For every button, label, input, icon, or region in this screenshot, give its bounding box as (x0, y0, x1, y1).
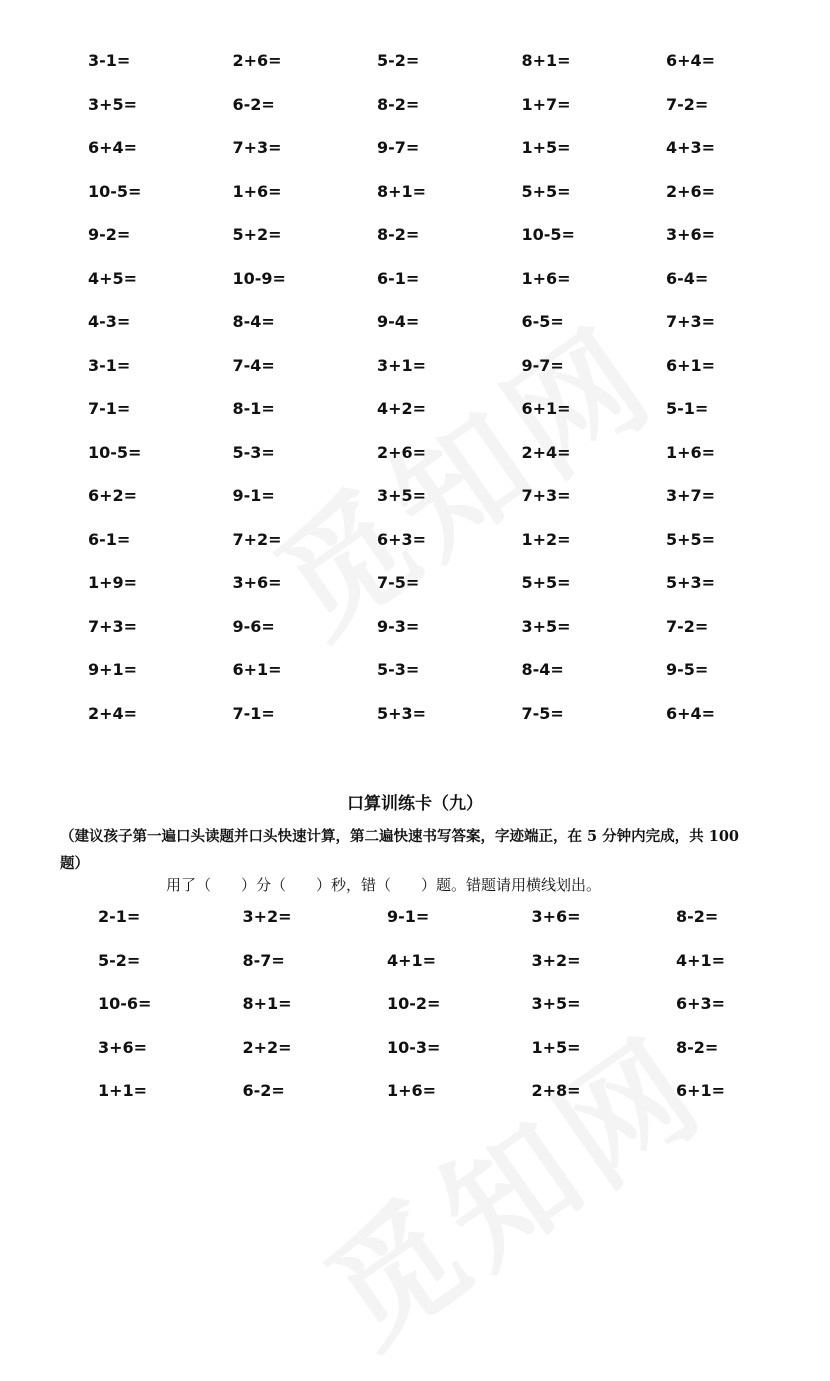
math-problem: 5+3= (666, 573, 716, 592)
math-problem: 6+1= (232, 660, 282, 679)
math-problem: 6-4= (666, 268, 709, 288)
math-problem: 9-3= (377, 616, 420, 636)
math-problem: 8-7= (242, 950, 285, 970)
math-problem: 10-5= (88, 442, 142, 462)
math-problem: 3+6= (531, 907, 581, 926)
math-problem: 5-1= (666, 399, 709, 418)
math-problem: 9-5= (666, 660, 709, 679)
math-problem: 2+4= (521, 442, 571, 462)
math-problem: 10-3= (387, 1037, 441, 1057)
math-problem: 4-3= (88, 312, 131, 331)
math-problem: 6+4= (666, 703, 716, 723)
math-problem: 4+3= (666, 138, 716, 157)
timing-line: 用了（ ）分（ ）秒，错（ ）题。错题请用横线划出。 (166, 876, 602, 894)
math-problem: 9-4= (377, 312, 420, 331)
math-problem: 7+3= (521, 486, 571, 505)
math-problem: 5+3= (377, 703, 427, 723)
math-problem: 7+3= (88, 616, 138, 636)
math-problem: 4+5= (88, 268, 138, 288)
math-problem: 6+2= (88, 486, 138, 505)
math-problem: 8+1= (377, 181, 427, 201)
math-problem: 1+7= (521, 94, 571, 114)
math-problem: 1+9= (88, 573, 138, 592)
math-problem: 7-1= (232, 703, 275, 723)
math-problem: 3+2= (531, 950, 581, 970)
math-problem: 5+5= (521, 573, 571, 592)
math-problem: 7+3= (666, 312, 716, 331)
math-problem: 6-2= (242, 1081, 285, 1100)
math-problem: 5-2= (98, 950, 141, 970)
math-problem: 7-5= (377, 573, 420, 592)
math-problem: 6-5= (521, 312, 564, 331)
math-problem: 8-1= (232, 399, 275, 418)
math-problem: 6+4= (88, 138, 138, 157)
math-problem: 1+2= (521, 529, 571, 549)
math-problem: 2+8= (531, 1081, 581, 1100)
math-problem: 7-2= (666, 616, 709, 636)
math-problem: 6+4= (666, 51, 716, 70)
math-problem: 6+3= (377, 529, 427, 549)
instructions: （建议孩子第一遍口头读题并口头快速计算，第二遍快速书写答案，字迹端正，在 5 分钟内完成，共 100 题） (60, 828, 739, 872)
math-problem: 8-4= (521, 660, 564, 679)
math-problem: 6-1= (88, 529, 131, 549)
math-problem: 3+5= (531, 994, 581, 1013)
math-problem: 9-7= (521, 355, 564, 375)
math-problem: 8-4= (232, 312, 275, 331)
math-problem: 2+6= (377, 442, 427, 462)
math-problem: 4+2= (377, 399, 427, 418)
math-problem: 6+1= (666, 355, 716, 375)
math-problem: 10-5= (88, 181, 142, 201)
math-problem: 1+5= (521, 138, 571, 157)
math-problem: 10-6= (98, 994, 152, 1013)
math-problem: 3+5= (377, 486, 427, 505)
math-problem: 6+3= (676, 994, 726, 1013)
problem-grid-top (88, 39, 811, 735)
math-problem: 6+1= (521, 399, 571, 418)
math-problem: 5-3= (377, 660, 420, 679)
math-problem: 1+6= (387, 1081, 437, 1100)
math-problem: 10-5= (521, 225, 575, 244)
math-problem: 3+6= (666, 225, 716, 244)
math-problem: 3+1= (377, 355, 427, 375)
math-problem: 8+1= (521, 51, 571, 70)
math-problem: 3+2= (242, 907, 292, 926)
math-problem: 5+5= (521, 181, 571, 201)
math-problem: 3+6= (98, 1037, 148, 1057)
math-problem: 8+1= (242, 994, 292, 1013)
math-problem: 1+6= (232, 181, 282, 201)
math-problem: 6-2= (232, 94, 275, 114)
math-problem: 3+6= (232, 573, 282, 592)
math-problem: 9-1= (387, 907, 430, 926)
problem-grid-bottom (98, 895, 821, 1113)
math-problem: 8-2= (377, 225, 420, 244)
math-problem: 8-2= (377, 94, 420, 114)
math-problem: 7-2= (666, 94, 709, 114)
math-problem: 2+2= (242, 1037, 292, 1057)
math-problem: 8-2= (676, 1037, 719, 1057)
math-problem: 3+5= (88, 94, 138, 114)
math-problem: 10-2= (387, 994, 441, 1013)
math-problem: 7-5= (521, 703, 564, 723)
math-problem: 9-2= (88, 225, 131, 244)
math-problem: 5-2= (377, 51, 420, 70)
math-problem: 7-4= (232, 355, 275, 375)
math-problem: 1+6= (666, 442, 716, 462)
math-problem: 5-3= (232, 442, 275, 462)
math-problem: 3+5= (521, 616, 571, 636)
math-problem: 6+1= (676, 1081, 726, 1100)
math-problem: 4+1= (676, 950, 726, 970)
math-problem: 1+5= (531, 1037, 581, 1057)
math-problem: 4+1= (387, 950, 437, 970)
math-problem: 8-2= (676, 907, 719, 926)
math-problem: 2+6= (232, 51, 282, 70)
page-title: 口算训练卡（九） (347, 794, 483, 814)
math-problem: 1+6= (521, 268, 571, 288)
math-problem: 1+1= (98, 1081, 148, 1100)
math-problem: 9-7= (377, 138, 420, 157)
math-problem: 5+5= (666, 529, 716, 549)
math-problem: 9-6= (232, 616, 275, 636)
math-problem: 3-1= (88, 51, 131, 70)
math-problem: 9-1= (232, 486, 275, 505)
math-problem: 5+2= (232, 225, 282, 244)
math-problem: 2+4= (88, 703, 138, 723)
math-problem: 2+6= (666, 181, 716, 201)
math-problem: 2-1= (98, 907, 141, 926)
math-problem: 7+3= (232, 138, 282, 157)
math-problem: 9+1= (88, 660, 138, 679)
math-problem: 3-1= (88, 355, 131, 375)
math-problem: 3+7= (666, 486, 716, 505)
math-problem: 6-1= (377, 268, 420, 288)
math-problem: 7-1= (88, 399, 131, 418)
math-problem: 7+2= (232, 529, 282, 549)
math-problem: 10-9= (232, 268, 286, 288)
